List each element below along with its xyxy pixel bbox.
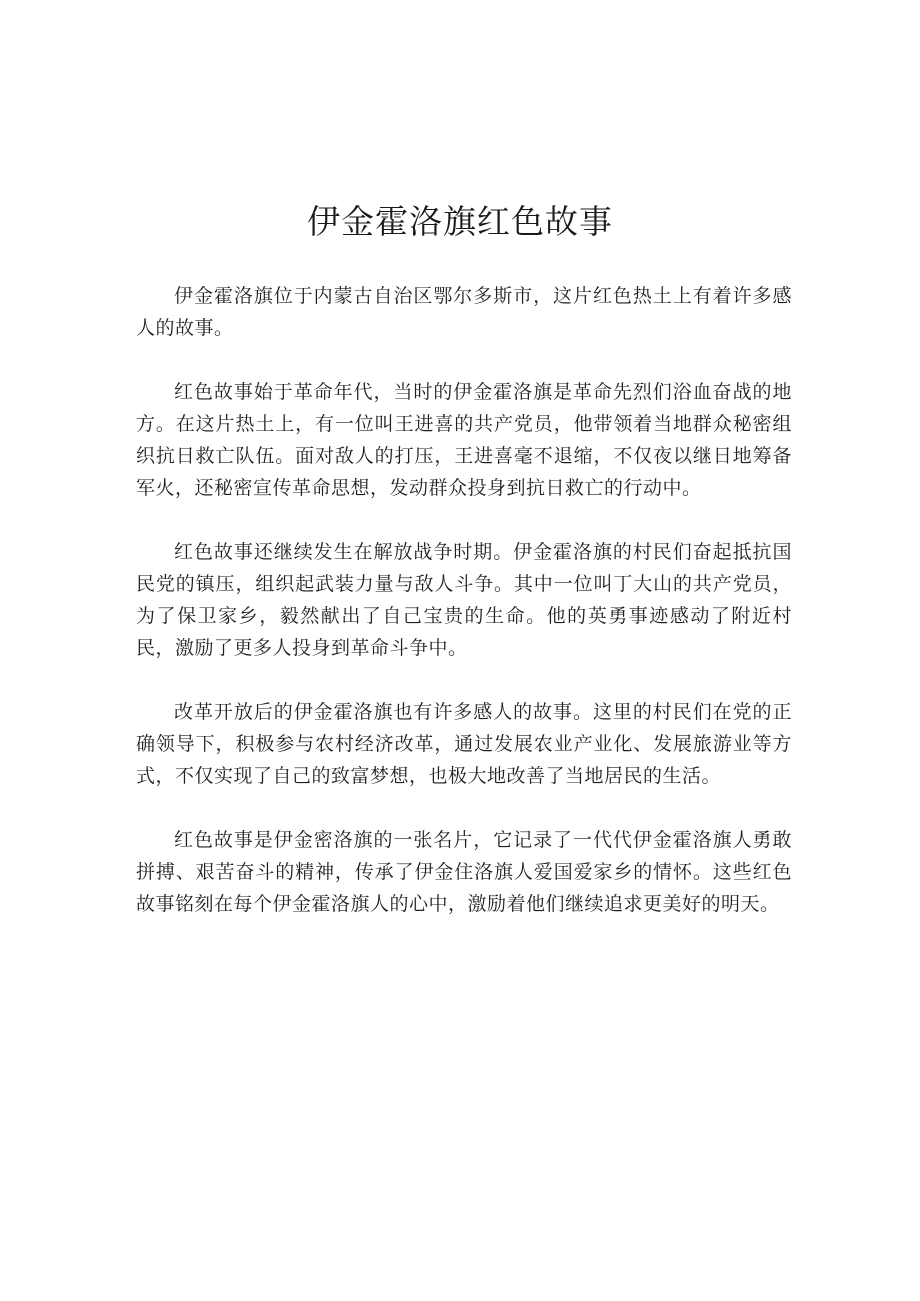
paragraph-revolution-era: 红色故事始于革命年代，当时的伊金霍洛旗是革命先烈们浴血奋战的地方。在这片热土上，有一位叫王进喜的共产党员，他带领着当地群众秘密组织抗日救亡队伍。面对敌人的打压，王进喜毫不退缩，不仅夜以继日地筹备军火，还秘密宣传革命思想，发动群众投身到抗日救亡的行动中。 <box>136 381 792 499</box>
paragraph-liberation-war: 红色故事还继续发生在解放战争时期。伊金霍洛旗的村民们奋起抵抗国民党的镇压，组织起武装力量与敌人斗争。其中一位叫丁大山的共产党员，为了保卫家乡，毅然献出了自己宝贵的生命。他的英勇事迹感动了附近村民，激励了更多人投身到革命斗争中。 <box>136 541 792 659</box>
paragraph-conclusion: 红色故事是伊金密洛旗的一张名片，它记录了一代代伊金霍洛旗人勇敢拼搏、艰苦奋斗的精神，传承了伊金住洛旗人爱国爱家乡的情怀。这些红色故事铭刻在每个伊金霍洛旗人的心中，激励着他们继续追求更美好的明天。 <box>136 829 792 915</box>
document-body <box>136 280 792 952</box>
document-title: 伊金霍洛旗红色故事 <box>307 202 613 241</box>
paragraph-reform-era: 改革开放后的伊金霍洛旗也有许多感人的故事。这里的村民们在党的正确领导下，积极参与农村经济改革，通过发展农业产业化、发展旅游业等方式，不仅实现了自己的致富梦想，也极大地改善了当地居民的生活。 <box>136 701 792 787</box>
paragraph-intro: 伊金霍洛旗位于内蒙古自治区鄂尔多斯市，这片红色热土上有着许多感人的故事。 <box>136 285 792 339</box>
